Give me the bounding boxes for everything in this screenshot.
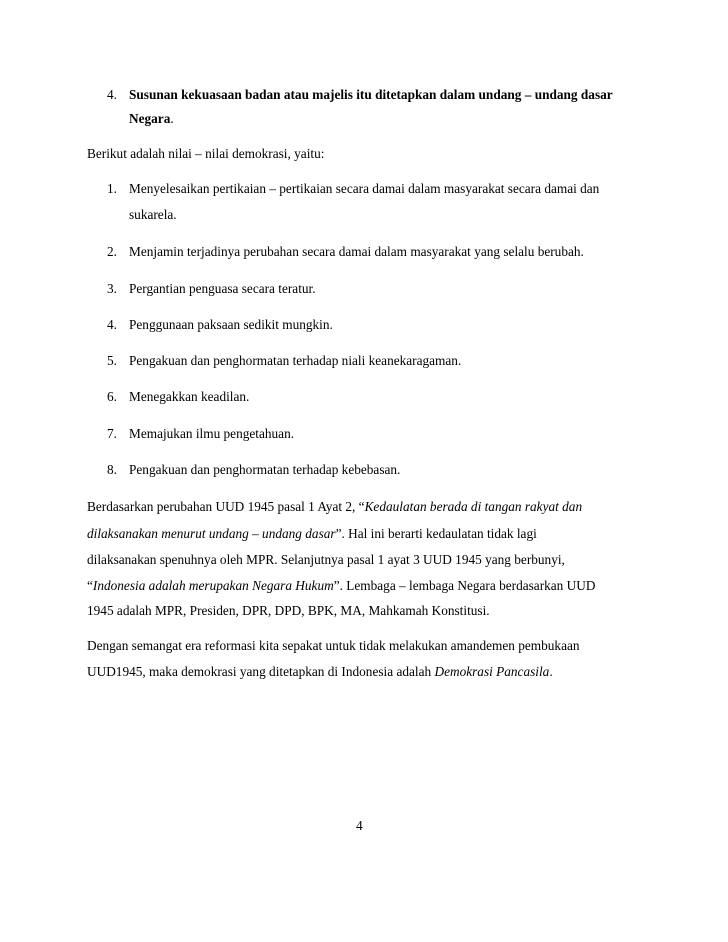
paragraph-1-line-5: 1945 adalah MPR, Presiden, DPR, DPD, BPK, MA, Mahkamah Konstitusi. xyxy=(87,603,490,618)
paragraph-1-line-3: dilaksanakan spenuhnya oleh MPR. Selanjutnya pasal 1 ayat 3 UUD 1945 yang berbunyi, xyxy=(87,552,565,567)
list-item-text: Memajukan ilmu pengetahuan. xyxy=(129,426,295,441)
list-item-number: 5. xyxy=(107,353,117,368)
paragraph-2-line-1: Dengan semangat era reformasi kita sepakat untuk tidak melakukan amandemen pembukaan xyxy=(87,638,580,653)
list-item-number: 7. xyxy=(107,426,117,441)
list-item-text: Menyelesaikan pertikaian – pertikaian secara damai dalam masyarakat secara damai dan xyxy=(129,181,600,196)
text-run: “ xyxy=(87,578,93,593)
paragraph-1-line-1 xyxy=(87,498,582,516)
intro-list-number: 4. xyxy=(107,87,117,102)
intro-list-continuation xyxy=(129,110,174,128)
paragraph-2-line-2 xyxy=(87,663,553,681)
italic-run: Indonesia adalah merupakan Negara Hukum xyxy=(92,578,334,593)
page-number: 4 xyxy=(356,818,363,833)
list-item-continuation: sukarela. xyxy=(129,207,177,222)
list-item-number: 4. xyxy=(107,317,117,332)
list-item-number: 6. xyxy=(107,389,117,404)
list-item-text: Pengakuan dan penghormatan terhadap kebebasan. xyxy=(129,462,401,477)
values-intro: Berikut adalah nilai – nilai demokrasi, yaitu: xyxy=(87,146,325,161)
list-item-text: Menjamin terjadinya perubahan secara damai dalam masyarakat yang selalu berubah. xyxy=(129,244,584,259)
intro-list-text: Susunan kekuasaan badan atau majelis itu ditetapkan dalam undang – undang dasar xyxy=(129,87,613,102)
list-item-number: 8. xyxy=(107,462,117,477)
list-item-number: 1. xyxy=(107,181,117,196)
list-item-text: Menegakkan keadilan. xyxy=(129,389,250,404)
italic-run: Kedaulatan berada di tangan rakyat dan xyxy=(364,499,583,514)
list-item-text: Penggunaan paksaan sedikit mungkin. xyxy=(129,317,333,332)
italic-run: dilaksanakan menurut undang – undang dasar xyxy=(87,526,336,541)
list-item-number: 2. xyxy=(107,244,117,259)
text-run: ”. Lembaga – lembaga Negara berdasarkan UUD xyxy=(333,578,596,593)
paragraph-1-line-4 xyxy=(87,577,595,595)
text-run: . xyxy=(549,664,553,679)
text-run: Berdasarkan perubahan UUD 1945 pasal 1 Ayat 2, “ xyxy=(87,499,365,514)
list-item-number: 3. xyxy=(107,281,117,296)
text-run: UUD1945, maka demokrasi yang ditetapkan di Indonesia adalah xyxy=(87,664,435,679)
italic-run: Demokrasi Pancasila xyxy=(434,664,550,679)
intro-list-continuation-bold: Negara xyxy=(129,111,171,126)
list-item-text: Pergantian penguasa secara teratur. xyxy=(129,281,316,296)
intro-list-continuation-end: . xyxy=(170,111,174,126)
paragraph-1-line-2 xyxy=(87,525,537,543)
text-run: ”. Hal ini berarti kedaulatan tidak lagi xyxy=(335,526,537,541)
list-item-text: Pengakuan dan penghormatan terhadap niali keanekaragaman. xyxy=(129,353,462,368)
